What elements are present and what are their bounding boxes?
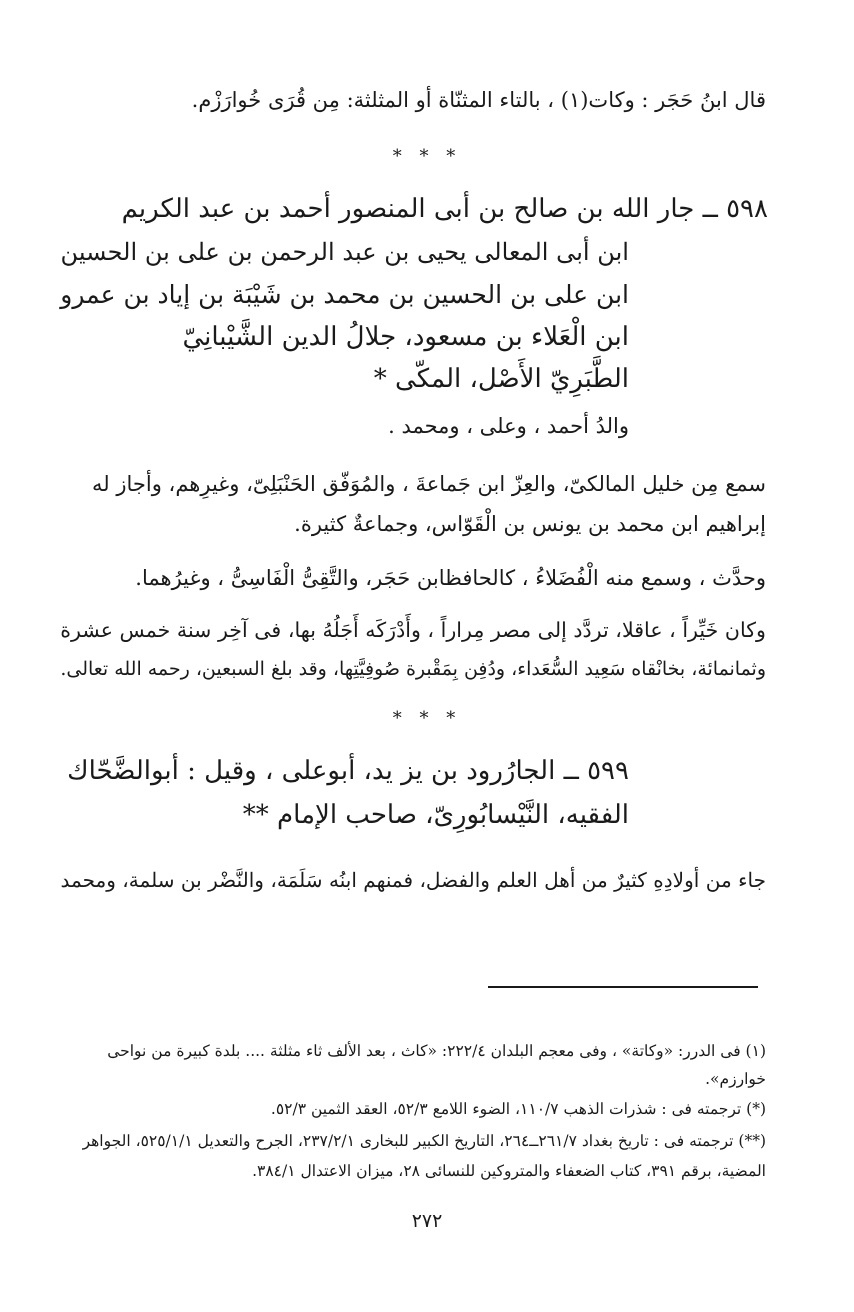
entry-599-title-line-1: ٥٩٩ ــ الجارُرود بن يز يد، أبوعلى ، وقيل : أبوالضَّحّاك [67,756,629,786]
entry-598-title-line-1: ٥٩٨ ــ جار الله بن صالح بن أبى المنصور أحمد بن عبد الكريم [121,194,768,224]
entry-598-text-line: إبراهيم ابن محمد بن يونس بن الْقَوّاس، وجماعةٌ كثيرة. [294,512,766,536]
footnote-line: المضية، برقم ٣٩١، كتاب الضعفاء والمتروكين للنسائى ٢٨، ميزان الاعتدال ٣٨٤/١. [252,1162,766,1180]
entry-599-text-line: جاء من أولادِهِ كثيرٌ من أهل العلم والفضل، فمنهم ابنُه سَلَمَة، والنَّضْر بن سلمة، ومحمد [60,868,766,892]
entry-598-text-line: والدُ أحمد ، وعلى ، ومحمد . [388,414,629,438]
footnote-line: (*) ترجمته فى : شذرات الذهب ١١٠/٧، الضوء اللامع ٥٢/٣، العقد الثمين ٥٢/٣. [270,1100,766,1118]
entry-598-text-line: وثمانمائة، بخانْقاه سَعِيد السُّعَداء، ودُفِن بِمَقْبرة صُوفِيَّتِها، وقد بلغ السبعين، رحمه الله تعالى. [60,658,766,680]
entry-598-text-line: سمع مِن خليل المالكىّ، والعِزّ ابن جَماعةَ ، والمُوَفّق الحَنْبَلِىّ، وغيرِهم، وأجاز له [92,472,766,496]
entry-598-title-line-3: ابن على بن الحسين بن محمد بن شَيْبَة بن إياد بن عمرو [60,280,629,309]
entry-599-title-line-2: الفقيه، النَّيْسابُورِىّ، صاحب الإمام ** [242,800,629,830]
entry-598-text-line: وحدَّث ، وسمع منه الْفُضَلاءُ ، كالحافظابن حَجَر، والتَّقِىُّ الْفَاسِىُّ ، وغيرُهما. [135,566,766,590]
entry-598-text-line: وكان خَيِّراً ، عاقلا، تردَّد إلى مصر مِراراً ، وأَدْرَكَه أَجَلُهُ بها، فى آخِر سنة خمس عشرة [60,618,766,642]
page-number: ٢٧٢ [411,1210,443,1232]
top-paragraph-line: قال ابنُ حَجَر : وكات(١) ، بالتاء المثنّاة أو المثلثة: مِن قُرَى خُوارَزْم. [191,88,766,112]
section-separator: * * * [392,708,462,729]
footnote-line: (١) فى الدرر: «وكاتة» ، وفى معجم البلدان ٢٢٢/٤: «كاث ، بعد الألف ثاء مثلثة .... بلدة كبيرة من نواحى [107,1042,766,1060]
entry-598-title-line-4: ابن الْعَلاء بن مسعود، جلالُ الدين الشَّيْبانِيّ [182,322,629,352]
footnote-line: خوارزم». [705,1070,766,1088]
entry-598-title-line-2: ابن أبى المعالى يحيى بن عبد الرحمن بن على بن الحسين [60,238,629,266]
footnote-line: (**) ترجمته فى : تاريخ بغداد ٢٦١/٧ــ٢٦٤، التاريخ الكبير للبخارى ٢٣٧/٢/١، الجرح والتعديل ٥٢٥/١/١، الجواهر [82,1132,766,1150]
section-separator: * * * [392,146,462,167]
entry-598-title-line-5: الطَّبَرِيّ الأَصْل، المكّى * [373,364,629,394]
footnote-divider [488,986,758,988]
